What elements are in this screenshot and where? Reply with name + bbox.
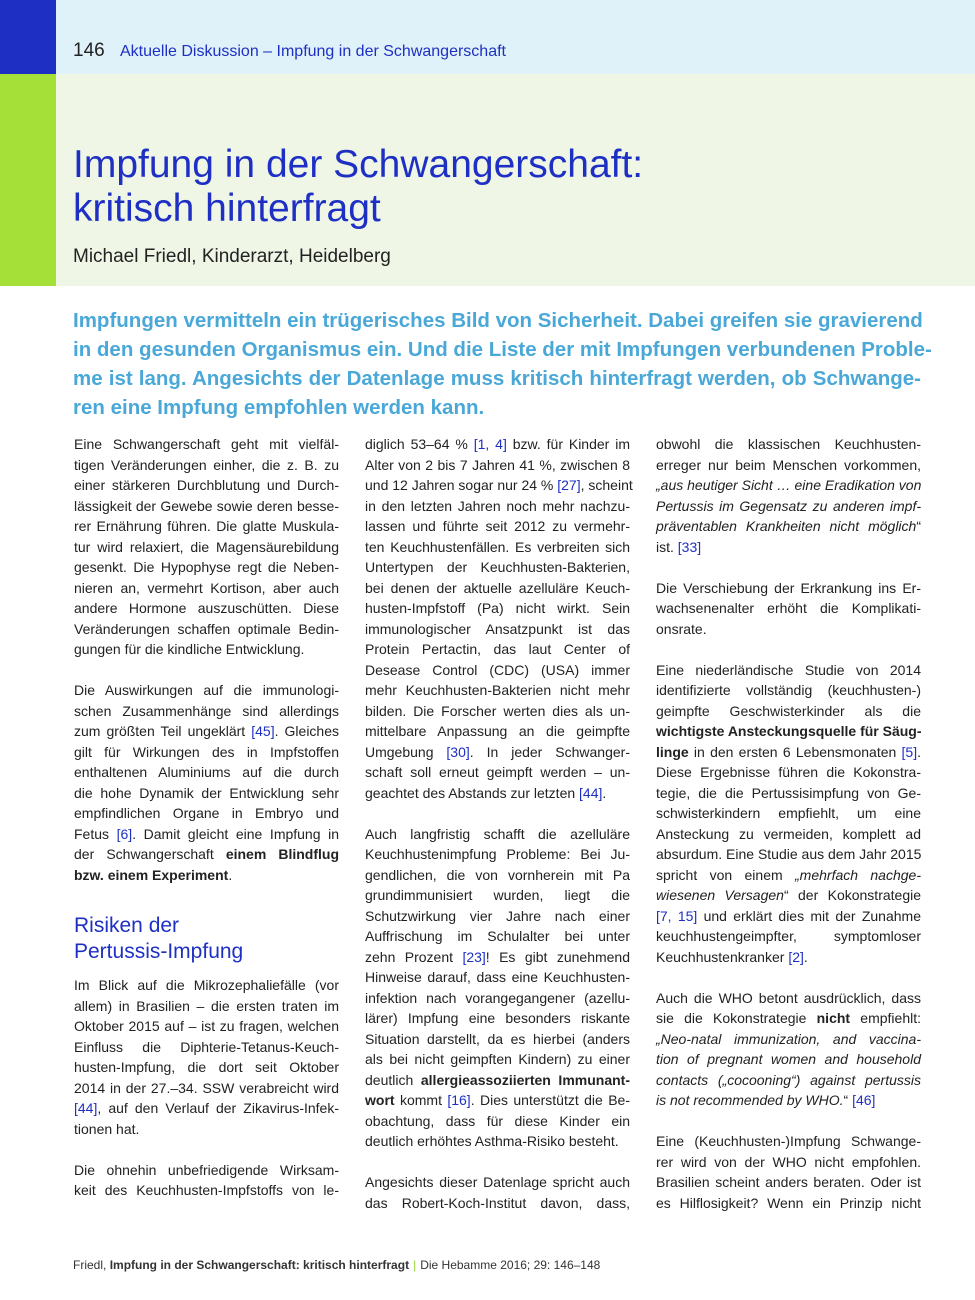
article-author: Michael Friedl, Kinderarzt, Heidelberg: [73, 246, 391, 267]
text-line: [365, 1070, 630, 1091]
text-line: [656, 1131, 921, 1152]
text-segment: Fetus: [74, 825, 117, 842]
text-line: [365, 1029, 630, 1050]
text-segment: Diese Ergebnisse führen die Kokonstra-: [656, 764, 921, 780]
text-line: [74, 598, 339, 619]
text-segment: das Robert-Koch-Institut davon, dass,: [365, 1194, 630, 1211]
italic-quote: contacts („cocooning“) against pertussis: [656, 1071, 921, 1088]
text-segment: 2014 in der 27.–34. SSW verabreicht wird: [74, 1079, 339, 1096]
text-line: [74, 803, 339, 824]
text-line: [656, 742, 921, 763]
text-line: [365, 844, 630, 865]
text-segment: Die ohnehin unbefriedigende Wirksam-: [74, 1161, 339, 1178]
text-line: [365, 926, 630, 947]
text-segment: Protein Pertactin, das laut Center of: [365, 641, 630, 657]
page-number: 146: [73, 40, 105, 61]
citation-link[interactable]: [16]: [447, 1092, 471, 1108]
bold-text: nicht: [816, 1010, 851, 1026]
text-line: [365, 1193, 630, 1214]
text-line: [365, 1131, 630, 1152]
text-segment: Angesichts dieser Datenlage spricht auch: [365, 1174, 630, 1190]
text-segment: es Hilflosigkeit? Wenn ein Prinzip nicht: [656, 1194, 921, 1211]
text-line: [365, 885, 630, 906]
text-segment: kommt: [394, 1092, 448, 1108]
citation-link[interactable]: [45]: [251, 723, 275, 739]
italic-quote: tion of pregnant women and household: [656, 1051, 921, 1067]
text-segment: der Schwangerschaft: [74, 846, 226, 862]
text-line: [365, 1111, 630, 1132]
paragraph: [656, 434, 921, 557]
bold-text: bzw. einem Experiment: [74, 866, 229, 883]
text-segment: . Damit gleicht eine Impfung in: [132, 825, 339, 842]
text-line: [74, 455, 339, 476]
text-segment: Im Blick auf die Mikrozephaliefälle (vor: [74, 977, 339, 993]
text-line: [74, 680, 339, 701]
text-segment: geimpfte Geschwisterkinder als die: [656, 702, 921, 719]
citation-link[interactable]: [7, 15]: [656, 907, 698, 924]
footer-separator: |: [413, 1258, 417, 1272]
text-segment: Auch die WHO betont ausdrücklich, dass: [656, 989, 921, 1006]
section-heading: [74, 913, 339, 965]
text-line: [365, 598, 630, 619]
citation-link[interactable]: [46]: [852, 1092, 876, 1108]
italic-quote: „mehrfach nachge-: [795, 866, 921, 883]
text-segment: infektion nach vorangegangener (azellu-: [365, 989, 630, 1006]
text-line: [365, 434, 630, 455]
paragraph: [365, 824, 630, 1152]
text-segment: . Dies unterstützt die Be-: [470, 1092, 630, 1108]
text-segment: sie die Kokonstrategie: [656, 1010, 817, 1026]
text-segment: immunologischer Ansatzpunkt ist das: [365, 620, 630, 637]
text-line: [365, 578, 630, 599]
article-title-line: kritisch hinterfragt: [73, 187, 381, 230]
text-line: [656, 680, 921, 701]
text-line: [365, 557, 630, 578]
text-line: [365, 762, 630, 783]
text-line: [74, 865, 339, 886]
text-segment: Ansteckung zu vermeiden, komplett ad: [656, 825, 921, 842]
text-line: [74, 475, 339, 496]
paragraph: [74, 434, 339, 660]
lead-line: me ist lang. Angesichts der Datenlage muss kritisch hinterfragt werden, ob Schwange-: [73, 367, 921, 390]
paragraph: [74, 680, 339, 885]
text-line: [656, 947, 921, 968]
text-segment: und erklärt dies mit der Zunahme: [697, 907, 921, 924]
text-segment: Oktober 2015 auf – ist zu fragen, welchen: [74, 1018, 339, 1034]
text-line: [656, 1193, 921, 1214]
text-line: [74, 1057, 339, 1078]
text-line: [656, 1008, 921, 1029]
text-segment: deutlich erhöhtes Asthma-Risiko besteht.: [365, 1133, 619, 1149]
text-segment: diglich 53–64 %: [365, 436, 474, 452]
text-line: [656, 803, 921, 824]
lead-line: ren eine Impfung empfohlen werden kann.: [73, 396, 485, 419]
text-segment: “: [916, 518, 921, 534]
paragraph: [656, 1131, 921, 1213]
text-line: [656, 762, 921, 783]
text-line: [365, 537, 630, 558]
text-segment: identifizierte vollständig (keuchhusten-): [656, 682, 921, 698]
text-segment: wachsenenalter erhöht die Komplikati-: [656, 600, 921, 616]
text-line: [656, 824, 921, 845]
text-segment: , scheint: [580, 477, 633, 493]
text-segment: Brasilien scheint anders beraten. Oder ist: [656, 1174, 921, 1190]
text-segment: Situation darstellt, da es hierbei (anders: [365, 1030, 630, 1047]
text-line: [74, 1098, 339, 1119]
citation-link[interactable]: [44]: [579, 784, 603, 801]
text-segment: ist.: [656, 538, 678, 555]
section-heading-line: Pertussis-Impfung: [74, 940, 244, 963]
text-line: [74, 996, 339, 1017]
text-line: [365, 516, 630, 537]
text-line: [74, 844, 339, 865]
text-segment: husten-Impfstoff (Pa) nicht wirkt. Sein: [365, 600, 630, 616]
text-line: [656, 660, 921, 681]
text-segment: gungen für die kindliche Entwicklung.: [74, 641, 305, 657]
text-segment: rer Ernährung führen. Die glatte Muskula-: [74, 518, 339, 534]
text-segment: zehn Prozent: [365, 948, 463, 965]
italic-quote: is not recommended by WHO.: [656, 1092, 844, 1108]
text-segment: Schutzwirkung vier Jahre nach einer: [365, 907, 630, 924]
text-line: [365, 455, 630, 476]
article-lead: [73, 306, 932, 422]
text-line: [365, 988, 630, 1009]
bold-text: einem Blindflug: [225, 846, 340, 862]
paragraph: [365, 434, 633, 803]
footer-title: Impfung in der Schwangerschaft: kritisch hinterfragt: [109, 1258, 410, 1272]
text-segment: Hinweise darauf, dass eine Keuchhusten-: [365, 969, 630, 985]
text-line: [656, 865, 921, 886]
text-line: [74, 783, 339, 804]
text-segment: .: [917, 743, 921, 760]
text-line: [365, 906, 630, 927]
italic-quote: wiesenen Versagen: [656, 887, 784, 903]
text-segment: empfiehlt:: [850, 1010, 921, 1026]
text-line: [365, 721, 630, 742]
text-segment: als bei nicht geimpften Kindern) zu einer: [365, 1051, 630, 1067]
text-segment: obwohl die klassischen Keuchhusten-: [656, 436, 921, 452]
text-line: [365, 660, 630, 681]
text-segment: in den letzten Jahren noch mehr nachzu-: [365, 497, 630, 514]
text-line: [74, 1016, 339, 1037]
text-segment: onsrate.: [656, 620, 707, 637]
text-line: [656, 844, 921, 865]
text-line: [365, 680, 630, 701]
text-segment: .: [228, 866, 233, 883]
citation-link[interactable]: [5]: [901, 743, 918, 760]
text-column-1: [74, 434, 339, 1221]
text-segment: “ der Kokonstrategie: [783, 887, 922, 903]
text-segment: tur wird relaxiert, die Magensäurebildung: [74, 538, 339, 555]
footer-author: Friedl,: [73, 1258, 110, 1272]
text-line: [365, 639, 630, 660]
text-line: [74, 496, 339, 517]
text-segment: Alter von 2 bis 7 Jahren 41 %, zwischen 8: [365, 456, 630, 473]
citation-link[interactable]: [30]: [446, 743, 470, 760]
text-segment: geachtet des Abstands zur letzten: [365, 784, 580, 801]
text-line: [74, 619, 339, 640]
text-segment: Auch langfristig schafft die azelluläre: [365, 825, 630, 842]
text-line: [656, 516, 921, 537]
text-segment: ! Es gibt zunehmend: [485, 948, 630, 965]
citation-link[interactable]: [2]: [788, 948, 804, 965]
paragraph: [656, 578, 921, 640]
article-title-line: Impfung in der Schwangerschaft:: [73, 143, 644, 186]
text-segment: schwisterkindern empfiehlt, um eine: [656, 805, 921, 821]
footer-citation: Die Hebamme 2016; 29: 146–148: [420, 1258, 601, 1272]
text-segment: Eine Schwangerschaft geht mit vielfäl-: [74, 436, 339, 452]
paragraph: [74, 1160, 339, 1201]
text-line: [656, 926, 921, 947]
citation-link[interactable]: [6]: [116, 825, 133, 842]
article-title: [73, 143, 933, 231]
text-segment: mehr Keuchhusten-Bakterien nicht mehr: [365, 682, 630, 698]
text-segment: deutlich: [365, 1071, 421, 1088]
text-line: [74, 1037, 339, 1058]
text-line: [656, 1152, 921, 1173]
text-line: [656, 906, 921, 927]
text-segment: tionen hat.: [74, 1120, 140, 1137]
text-line: [365, 1008, 630, 1029]
text-line: [365, 1090, 630, 1111]
text-line: [365, 496, 630, 517]
text-line: [74, 557, 339, 578]
header-accent-block: [0, 0, 56, 74]
text-line: [656, 1172, 921, 1193]
text-segment: .: [602, 784, 607, 801]
text-line: [74, 1078, 339, 1099]
text-line: [656, 721, 921, 742]
text-segment: einer stärkeren Durchblutung und Durch-: [74, 477, 339, 493]
text-segment: “: [843, 1092, 853, 1108]
text-segment: . In jeder Schwanger-: [469, 743, 630, 760]
citation-link[interactable]: [23]: [462, 948, 486, 965]
text-segment: bzw. für Kinder im: [506, 436, 630, 452]
text-line: [656, 537, 921, 558]
text-line: [365, 619, 630, 640]
text-segment: absurdum. Eine Studie aus dem Jahr 2015: [656, 846, 922, 862]
citation-link[interactable]: [33]: [677, 538, 702, 555]
text-line: [365, 475, 633, 496]
text-line: [656, 1090, 921, 1111]
text-segment: Veränderungen schaffen optimale Bedin-: [74, 620, 339, 637]
text-line: [74, 742, 339, 763]
text-segment: Die Verschiebung der Erkrankung ins Er-: [656, 579, 921, 596]
text-line: [74, 537, 339, 558]
running-title: Aktuelle Diskussion – Impfung in der Schwangerschaft: [120, 43, 506, 60]
text-line: [74, 578, 339, 599]
text-segment: Die Auswirkungen auf die immunologi-: [74, 682, 339, 698]
lead-line: in den gesunden Organismus ein. Und die Liste der mit Impfungen verbundenen Proble-: [73, 338, 932, 361]
lead-line: Impfungen vermitteln ein trügerisches Bild von Sicherheit. Dabei greifen sie gravierend: [73, 309, 923, 332]
text-line: [656, 598, 921, 619]
citation-link[interactable]: [1, 4]: [473, 436, 507, 452]
text-segment: mittelbare Anpassung an die geimpfte: [365, 723, 630, 739]
text-line: [365, 967, 630, 988]
bold-text: wort: [365, 1092, 395, 1108]
header-bar: [0, 0, 975, 74]
text-segment: Keuchhustenkranker: [656, 948, 789, 965]
text-segment: tigen Veränderungen einher, die z. B. zu: [74, 456, 339, 473]
text-line: [74, 1119, 339, 1140]
text-line: [656, 434, 921, 455]
text-segment: die hohe Dynamik der Entwicklung sehr: [74, 784, 339, 801]
text-segment: in den ersten 6 Lebensmonaten: [688, 743, 902, 760]
text-segment: husten-Impfung, die dort seit Oktober: [74, 1059, 339, 1075]
text-line: [74, 824, 339, 845]
text-line: [656, 496, 921, 517]
text-segment: gendlichen, die von vornherein mit Pa: [365, 866, 630, 883]
text-line: [74, 975, 339, 996]
text-segment: Untertypen der Keuchhusten-Bakterien,: [365, 559, 630, 575]
text-segment: Eine niederländische Studie von 2014: [656, 661, 921, 678]
text-segment: Auffrischung im Schulalter bei unter: [365, 928, 630, 944]
text-segment: . Gleiches: [274, 723, 339, 739]
text-line: [656, 619, 921, 640]
text-segment: Eine (Keuchhusten-)Impfung Schwange-: [656, 1133, 921, 1149]
text-column-2: [365, 434, 633, 1234]
text-segment: empfindlichen Organe in Embryo und: [74, 805, 339, 821]
text-segment: ten Keuchhustenfällen. Es verbreiten sich: [365, 538, 630, 555]
text-segment: bei denen der aktuelle azelluläre Keuch-: [365, 579, 630, 596]
text-segment: keit des Keuchhusten-Impfstoffs von le-: [74, 1182, 339, 1198]
text-segment: grundimmunisiert wurden, liegt die: [365, 887, 630, 903]
text-line: [74, 434, 339, 455]
bold-text: linge: [656, 743, 689, 760]
text-segment: bilden. Die Forscher werten dies als un-: [365, 702, 630, 719]
paragraph: [656, 988, 921, 1111]
text-line: [656, 1029, 921, 1050]
paragraph: [74, 975, 339, 1139]
text-line: [656, 1049, 921, 1070]
text-segment: schen Zusammenhänge sind allerdings: [74, 702, 339, 719]
text-segment: allem) in Brasilien – die ersten traten im: [74, 997, 339, 1014]
text-line: [656, 701, 921, 722]
text-segment: nieren an, vermehrt Kortison, aber auch: [74, 579, 339, 596]
text-line: [656, 475, 921, 496]
bold-text: allergieassoziierten Immunant-: [420, 1071, 630, 1088]
text-segment: gesenkt. Die Hypophyse regt die Neben-: [74, 559, 339, 575]
text-segment: Einfluss die Diphterie-Tetanus-Keuch-: [74, 1038, 339, 1055]
text-line: [365, 824, 630, 845]
text-segment: Desease Control (CDC) (USA) immer: [365, 661, 630, 678]
text-segment: obachtung, dass für diese Kinder ein: [365, 1112, 630, 1129]
text-line: [656, 783, 921, 804]
text-line: [656, 1070, 921, 1091]
text-segment: Umgebung: [365, 743, 447, 760]
text-segment: tegie, die die Pertussisimpfung von Ge-: [656, 784, 921, 801]
citation-link[interactable]: [27]: [557, 477, 581, 493]
text-segment: gilt für Wirkungen des in Impfstoffen: [74, 743, 339, 760]
text-segment: lassen und führte seit 2012 zu vermehr-: [365, 518, 630, 534]
text-line: [74, 701, 339, 722]
text-line: [656, 885, 921, 906]
text-segment: zum größten Teil ungeklärt: [74, 723, 252, 739]
text-line: [365, 783, 630, 804]
text-line: [74, 721, 339, 742]
text-line: [365, 742, 630, 763]
italic-quote: präventablen Krankheiten nicht möglich: [656, 518, 917, 534]
italic-quote: „Neo-natal immunization, and vaccina-: [656, 1030, 921, 1047]
text-segment: .: [803, 948, 808, 965]
text-line: [74, 639, 339, 660]
text-line: [74, 1160, 339, 1181]
text-segment: , auf den Verlauf der Zikavirus-Infek-: [97, 1100, 339, 1116]
paragraph: [656, 660, 921, 968]
text-line: [365, 1049, 630, 1070]
paragraph: [365, 1172, 630, 1213]
text-line: [365, 701, 630, 722]
text-segment: rer wird von der WHO nicht empfohlen.: [656, 1153, 921, 1170]
text-line: [365, 1172, 630, 1193]
text-line: [365, 865, 630, 886]
italic-quote: „aus heutiger Sicht … eine Eradikation von: [656, 477, 922, 493]
text-column-3: [656, 434, 921, 1234]
section-heading-line: Risiken der: [74, 914, 180, 937]
page-footer: [73, 1258, 600, 1272]
text-line: [74, 516, 339, 537]
text-line: [74, 762, 339, 783]
citation-link[interactable]: [44]: [74, 1100, 98, 1116]
text-segment: spricht von einem: [656, 866, 796, 883]
bold-text: wichtigste Ansteckungsquelle für Säug-: [656, 723, 922, 739]
text-segment: schaft soll erneut geimpft werden – un-: [365, 764, 630, 780]
text-segment: lärer) Impfung eine besonders riskante: [365, 1010, 630, 1026]
text-line: [656, 988, 921, 1009]
text-segment: lässigkeit der Gewebe sowie deren besse-: [74, 497, 339, 514]
text-segment: andere Hormone auszuschütten. Diese: [74, 600, 339, 616]
side-accent-block: [0, 74, 56, 286]
text-line: [365, 947, 630, 968]
text-line: [74, 1180, 339, 1201]
text-segment: und 12 Jahren sogar nur 24 %: [365, 477, 558, 493]
italic-quote: Pertussis im Gegensatz zu anderen impf-: [656, 497, 921, 514]
text-segment: Keuchhustenimpfung Probleme: Bei Ju-: [365, 846, 630, 862]
text-line: [656, 455, 921, 476]
text-segment: enthaltenen Aluminiums auf die durch: [74, 764, 339, 780]
text-segment: erreger nur beim Menschen vorkommen,: [656, 456, 921, 473]
text-segment: keuchhustengeimpfter, symptomloser: [656, 928, 921, 944]
text-line: [656, 578, 921, 599]
